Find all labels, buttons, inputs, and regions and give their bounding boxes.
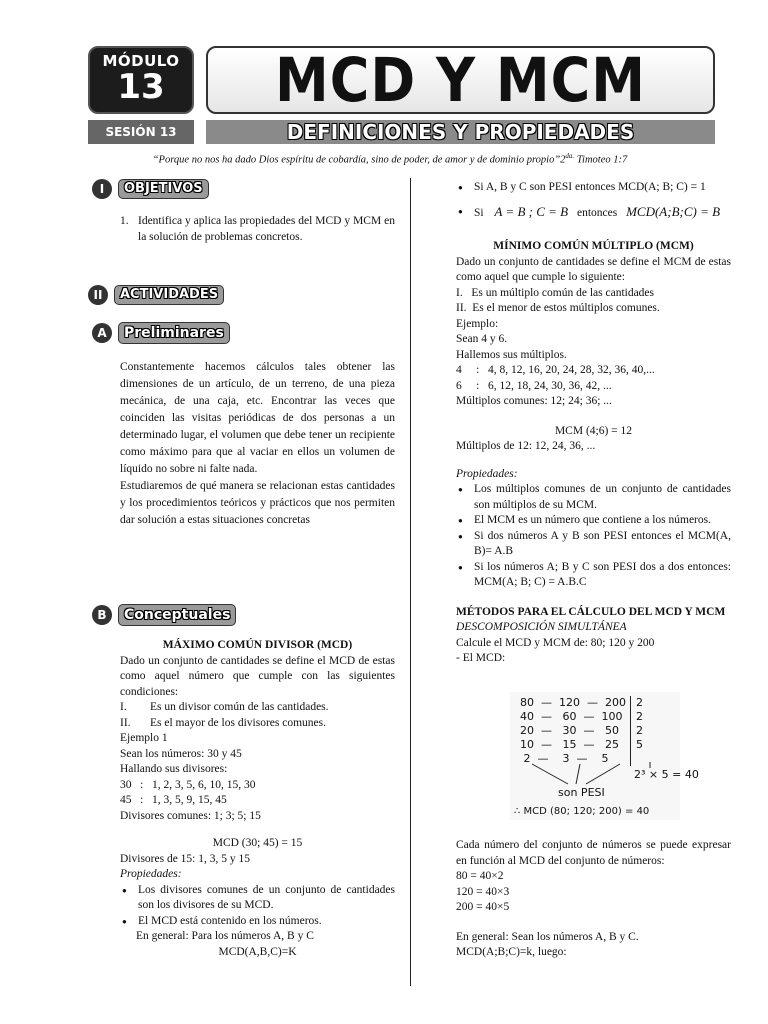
list-item	[120, 716, 395, 732]
page-title: MCD Y MCM	[275, 45, 646, 116]
example-label: Ejemplo 1	[120, 732, 168, 744]
arrow-line	[532, 764, 568, 784]
equation: 80 = 40×2	[456, 870, 504, 882]
prop-title: Propiedades:	[120, 868, 182, 880]
general-line: En general: Para los números A, B y C	[136, 930, 314, 942]
factor: 2	[636, 696, 643, 709]
module-number: 13	[117, 67, 165, 107]
preliminares-text	[120, 359, 395, 529]
division-bar	[630, 696, 631, 766]
column-divider	[410, 178, 411, 986]
metodos-bottom	[456, 838, 731, 961]
section-actividades	[88, 285, 224, 305]
list-item: ● Los múltiplos comunes de un conjunto de cantidades son múltiplos de su MCM.	[456, 482, 731, 513]
mcm-properties	[456, 482, 731, 591]
list-item: ● Los divisores comunes de un conjunto de cantidades son los divisores de su MCD.	[120, 883, 395, 914]
item-text: Es el mayor de los divisores comunes.	[150, 716, 326, 729]
mcd-intro: Dado un conjunto de cantidades se define el MCD de estas como aquel número que cumple con las siguientes condiciones:	[120, 654, 395, 698]
section-number: A	[92, 323, 112, 343]
example-line: 45 : 1, 3, 5, 9, 15, 45	[120, 794, 227, 806]
module-badge	[88, 46, 194, 114]
paragraph: Constantemente hacemos cálculos tales obtener las dimensiones de un artículo, de un terreno, de una pieza mecánica, de una caja, etc. Encontrar las veces que coinciden las visitas periódicas de dos personas a un determinado lugar, el volumen que debe tener un recipiente como máximo para que al vaciar en ellos un volumen de líquido no sobre ni falte nada.	[120, 361, 395, 475]
session-label: SESIÓN 13	[88, 120, 194, 144]
figure-caption: ∴ MCD (80; 120; 200) = 40	[514, 806, 650, 817]
right-top	[456, 180, 731, 221]
title-banner	[206, 46, 715, 114]
section-preliminares	[92, 322, 230, 344]
page-subtitle: DEFINICIONES Y PROPIEDADES	[206, 120, 715, 144]
factor: 2	[636, 710, 643, 723]
example-line: Hallando sus divisores:	[120, 763, 228, 775]
example-line: Sean 4 y 6.	[456, 333, 508, 345]
objetivos-list	[120, 214, 395, 245]
mcd-block	[120, 638, 395, 960]
module-label: MÓDULO	[102, 52, 180, 70]
text: entonces	[576, 206, 618, 219]
arrow-line	[586, 764, 620, 784]
equation: 120 = 40×3	[456, 885, 510, 898]
math: A = B ; C = B	[494, 203, 569, 219]
quote-ref: Timoteo 1:7	[574, 154, 628, 166]
section-number: B	[92, 605, 112, 625]
general-line: En general: Sean los números A, B y C.	[456, 930, 639, 943]
general-line: MCD(A;B;C)=k, luego:	[456, 946, 567, 958]
prop-title: Propiedades:	[456, 467, 518, 480]
section-conceptuales	[92, 604, 236, 626]
pesi-label: son PESI	[558, 786, 605, 799]
metodos-sub: DESCOMPOSICIÓN SIMULTÁNEA	[456, 621, 627, 633]
item-number: II.	[120, 716, 131, 729]
list-item	[120, 700, 395, 716]
quote	[60, 152, 720, 166]
division-row: 2 — 3 — 5	[520, 752, 609, 765]
list-item: ● Si dos números A y B son PESI entonces el MCM(A, B)= A.B	[456, 529, 731, 560]
section-label: OBJETIVOS	[118, 179, 209, 199]
metodos-line: - El MCD:	[456, 652, 506, 664]
section-objetivos	[92, 179, 209, 199]
list-item: ● El MCD está contenido en los números.	[120, 914, 395, 930]
division-row: 80 — 120 — 200	[520, 696, 626, 709]
mcm-intro: Dado un conjunto de cantidades se define el MCM de estas como aquel que cumple lo siguiente:	[456, 255, 731, 283]
factor: 2	[636, 724, 643, 737]
example-line: 30 : 1, 2, 3, 5, 6, 10, 15, 30	[120, 778, 256, 791]
example-line: 4 : 4, 8, 12, 16, 20, 24, 28, 32, 36, 40,...	[456, 364, 655, 376]
example-line: Múltiplos comunes: 12; 24; 36; ...	[456, 395, 612, 407]
division-row: 20 — 30 — 50	[520, 724, 619, 737]
example-line: 6 : 6, 12, 18, 24, 30, 36, 42, ...	[456, 379, 612, 392]
list-item	[120, 214, 395, 245]
mcm-result: MCM (4;6) = 12	[554, 424, 633, 437]
division-row: 40 — 60 — 100	[520, 710, 623, 723]
section-label: Conceptuales	[118, 604, 236, 626]
mcm-title: MÍNIMO COMÚN MÚLTIPLO (MCM)	[493, 240, 694, 252]
text: Si	[474, 206, 484, 219]
math: MCD(A;B;C) = B	[626, 203, 721, 219]
factor: 5	[636, 738, 643, 751]
item-number: 1.	[120, 215, 129, 227]
example-line: Divisores comunes: 1; 3; 5; 15	[120, 809, 261, 822]
equation: 200 = 40×5	[456, 901, 510, 913]
list-item: ● El MCM es un número que contiene a los números.	[456, 513, 731, 529]
example-line: Divisores de 15: 1, 3, 5 y 15	[120, 852, 251, 865]
mcd-properties	[120, 883, 395, 930]
mcm-block	[456, 239, 731, 667]
section-number: I	[92, 179, 112, 199]
general-line: MCD(A,B,C)=K	[218, 945, 297, 958]
section-number: II	[88, 285, 108, 305]
mcd-title: MÁXIMO COMÚN DIVISOR (MCD)	[162, 639, 353, 651]
section-label: ACTIVIDADES	[114, 285, 224, 305]
metodos-title: MÉTODOS PARA EL CÁLCULO DEL MCD Y MCM	[456, 605, 726, 618]
example-label: Ejemplo:	[456, 317, 499, 330]
list-item	[456, 204, 731, 222]
mcd-result: MCD (30; 45) = 15	[212, 837, 303, 849]
condition: I. Es un múltiplo común de las cantidades	[456, 286, 655, 299]
paragraph: Estudiaremos de qué manera se relacionan estas cantidades y los procedimientos teóricos y prácticos que nos permiten dar solución a estas situaciones concretas	[120, 480, 395, 526]
condition: II. Es el menor de estos múltiplos comunes.	[456, 302, 660, 314]
example-line: Múltiplos de 12: 12, 24, 36, ...	[456, 440, 596, 452]
power-result: 2³ × 5 = 40	[634, 768, 699, 781]
example-line: Hallemos sus múltiplos.	[456, 348, 567, 361]
paragraph: Cada número del conjunto de números se puede expresar en función al MCD del conjunto de números:	[456, 839, 731, 867]
list-item: ● Si los números A; B y C son PESI dos a dos entonces: MCM(A; B; C) = A.B.C	[456, 560, 731, 591]
section-label: Preliminares	[118, 322, 230, 344]
division-row: 10 — 15 — 25	[520, 738, 619, 751]
division-figure	[510, 692, 699, 820]
example-line: Sean los números: 30 y 45	[120, 747, 242, 760]
quote-text: “Porque no nos ha dado Dios espíritu de cobardía, sino de poder, de amor y de dominio propio”2	[152, 154, 566, 166]
metodos-line: Calcule el MCD y MCM de: 80; 120 y 200	[456, 636, 655, 649]
item-number: I.	[120, 701, 127, 713]
quote-sup: da.	[565, 152, 575, 160]
list-item: ● Si A, B y C son PESI entonces MCD(A; B; C) = 1	[456, 180, 731, 196]
pesi-list	[456, 180, 731, 221]
item-text: Identifica y aplica las propiedades del MCD y MCM en la solución de problemas concretos.	[138, 215, 395, 243]
arrow-line	[576, 764, 580, 784]
item-text: Es un divisor común de las cantidades.	[150, 701, 329, 713]
